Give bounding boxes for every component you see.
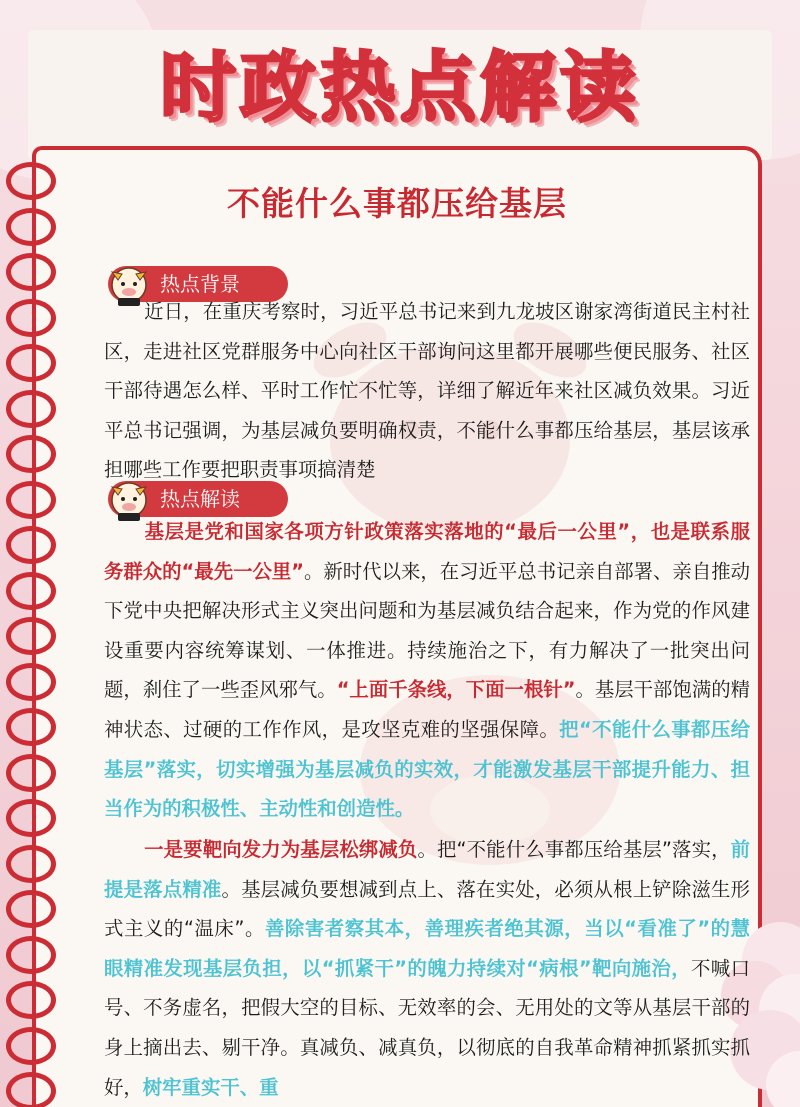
spiral-ring <box>6 708 56 746</box>
highlight-cyan: 把“不能什么事都压给基层”落实，切实增强为基层减负的实效，才能激发基层干部提升能力、担当作为的积极性、主动性和创造性。 <box>104 717 751 821</box>
page-title: 时政热点解读 <box>160 43 640 132</box>
spiral-ring <box>6 572 56 610</box>
spiral-ring <box>6 663 56 701</box>
highlight-cyan: 前提是落点精准 <box>104 838 751 901</box>
spiral-binding <box>6 150 68 1107</box>
highlight-cyan: 树牢重实干、重 <box>142 1075 279 1099</box>
spiral-ring <box>6 754 56 792</box>
spiral-ring <box>6 253 56 291</box>
interpretation-paragraph-2 <box>104 830 750 1107</box>
spiral-ring <box>6 1027 56 1065</box>
background-paragraph <box>104 292 750 490</box>
article-title: 不能什么事都压给基层 <box>227 184 567 223</box>
spiral-ring <box>6 526 56 564</box>
highlight-red: “上面千条线，下面一根针” <box>336 678 576 702</box>
spiral-ring <box>6 435 56 473</box>
background-text: 近日，在重庆考察时，习近平总书记来到九龙坡区谢家湾街道民主村社区，走进社区党群服务中心向社区干部询问这里都开展哪些便民服务、社区干部待遇怎么样、平时工作忙不忙等，详细了解近年来社区减负效果。习近平总书记强调，为基层减负要明确权责，不能什么事都压给基层，基层该承担哪些工作要把职责事项搞清楚 <box>104 300 750 482</box>
body-text: 。基层减负要想减到点上、落在实处，必须从根上铲除滋生形式主义的“温床”。 <box>104 877 751 941</box>
highlight-red: 一是要靶向发力为基层松绑减负 <box>144 838 418 861</box>
spiral-ring <box>6 1072 56 1107</box>
spiral-ring <box>6 617 56 655</box>
spiral-ring <box>6 299 56 337</box>
body-text: 。新时代以来，在习近平总书记亲自部署、亲自推动下党中央把解决形式主义突出问题和为基层减负结合起来，作为党的作风建设重要内容统筹谋划、一体推进。持续施治之下，有力解决了一批突出问题，刹住了一些歪风邪气。 <box>104 559 750 702</box>
section-tag-label: 热点背景 <box>160 272 240 296</box>
highlight-cyan: 善除害者察其本，善理疾者绝其源，当以“看准了”的慧眼精准发现基层负担，以“抓紧干”的魄力持续对“病根”靶向施治， <box>104 917 750 980</box>
spiral-ring <box>6 390 56 428</box>
spiral-ring <box>6 481 56 519</box>
body-text: 。把“不能什么事都压给基层”落实， <box>417 838 731 861</box>
section-tag-label: 热点解读 <box>160 487 240 511</box>
spiral-ring <box>6 890 56 928</box>
spiral-ring <box>6 344 56 382</box>
body-text: 不喊口号、不务虚名，把假大空的目标、无效率的会、无用处的文等从基层干部的身上摘出去、剔干净。真减负、减真负，以彻底的自我革命精神抓紧抓实抓好， <box>104 956 750 1099</box>
body-text: 。基层干部饱满的精神状态、过硬的工作作风，是攻坚克难的坚强保障。 <box>104 678 750 741</box>
interpretation-paragraph-1 <box>104 512 750 829</box>
highlight-red: 基层是党和国家各项方针政策落实落地的“最后一公里”，也是联系服务群众的“最先一公里” <box>104 520 750 583</box>
spiral-ring <box>6 845 56 883</box>
spiral-ring <box>6 936 56 974</box>
spiral-ring <box>6 981 56 1019</box>
spiral-ring <box>6 799 56 837</box>
